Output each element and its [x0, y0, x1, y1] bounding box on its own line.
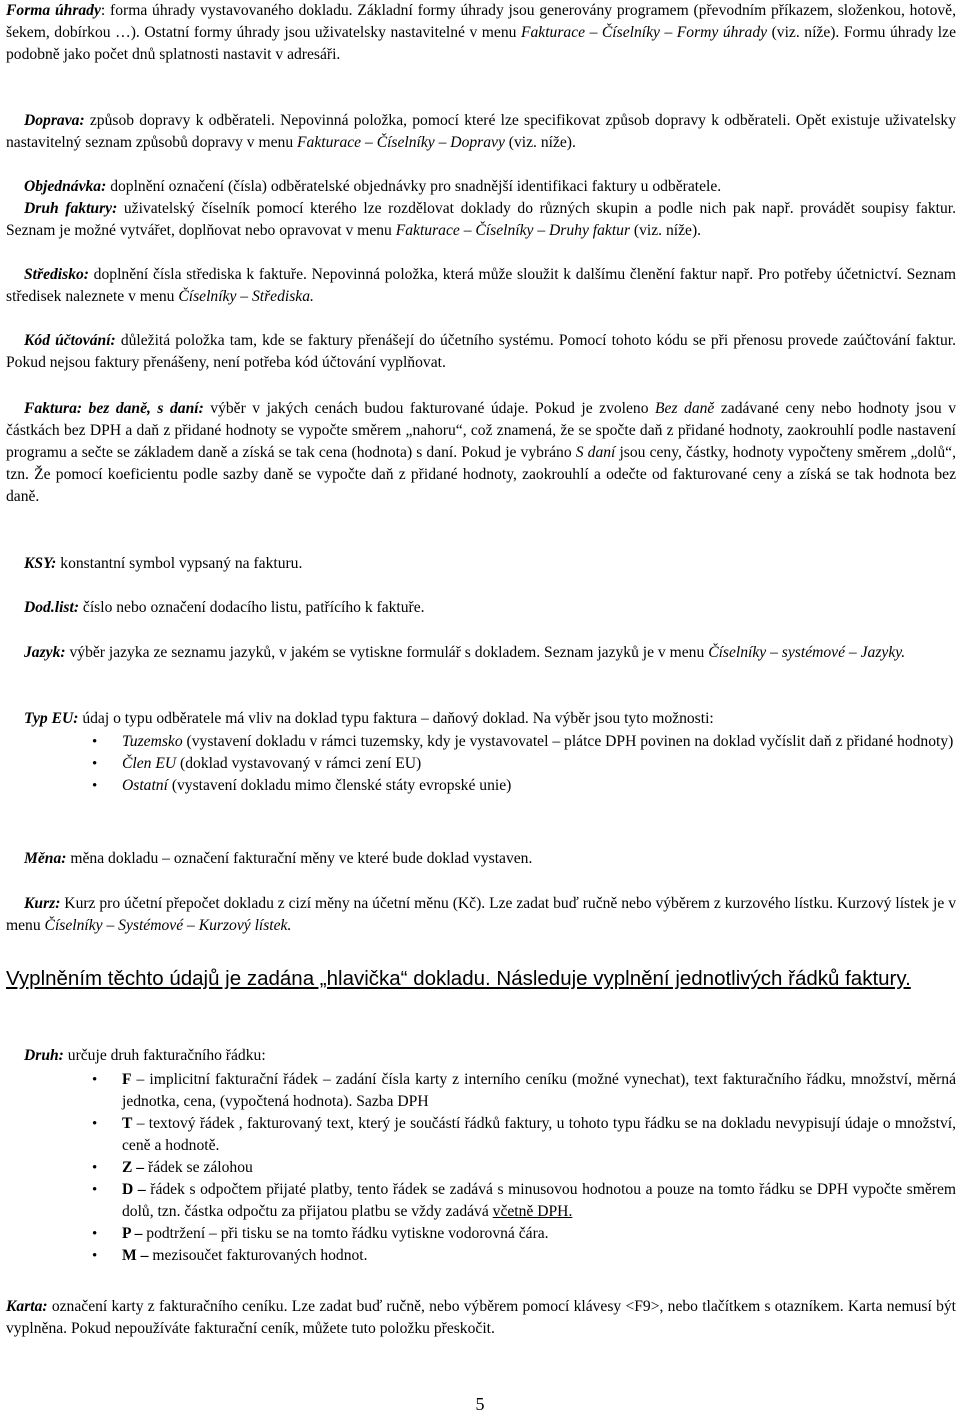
menu-path: Fakturace – Číselníky – Druhy faktur: [395, 222, 631, 239]
bullet-icon: •: [92, 1116, 98, 1132]
list-item: [6, 1069, 956, 1113]
menu-path: Číselníky – Střediska.: [178, 288, 314, 305]
label-forma-uhrady: Forma úhrady: [6, 2, 101, 19]
text: podtržení – při tisku se na tomto řádku vytiskne vodorovná čára.: [142, 1225, 549, 1242]
text: způsob dopravy k odběrateli. Nepovinná položka, pomocí které lze specifikovat způsob dopravy k odběrateli. Opět existuje uživatelsky nastavitelný seznam způsobů dopravy v menu: [6, 112, 956, 151]
text: (doklad vystavovaný v rámci zení EU): [176, 755, 422, 772]
label-objednavka: Objednávka:: [24, 178, 107, 195]
option-name: Člen EU: [122, 755, 177, 772]
list-item: [6, 731, 956, 753]
label-faktura: Faktura: bez daně, s daní:: [24, 400, 204, 417]
paragraph-faktura: [6, 398, 956, 508]
text: výběr v jakých cenách budou fakturované údaje. Pokud je zvoleno: [203, 400, 656, 417]
list-item: [6, 775, 956, 797]
label-doprava: Doprava:: [24, 112, 85, 129]
page-number: 5: [475, 1394, 485, 1414]
label-stredisko: Středisko:: [24, 266, 89, 283]
section-heading: Vyplněním těchto údajů je zadána „hlavička“ dokladu. Následuje vyplnění jednotlivých řádků faktury.: [6, 967, 911, 990]
label-kod-uctovani: Kód účtování:: [24, 332, 116, 349]
bullet-icon: •: [92, 1226, 98, 1242]
list-item: [6, 1223, 956, 1245]
text: doplnění čísla střediska k faktuře. Nepovinná položka, která může sloužit k dalšímu členění faktur např. Pro potřeby účetnictví. Seznam středisek naleznete v menu: [6, 266, 956, 305]
menu-path: Číselníky – Systémové – Kurzový lístek.: [44, 917, 292, 934]
text: doplnění označení (čísla) odběratelské objednávky pro snadnější identifikaci faktury u odběratele.: [106, 178, 722, 195]
list-item: [6, 1179, 956, 1223]
bullet-icon: •: [92, 778, 98, 794]
option-name: Ostatní: [122, 777, 168, 794]
label-dodlist: Dod.list:: [24, 599, 80, 616]
paragraph-typ-eu: [6, 708, 956, 730]
underlined-text: včetně DPH.: [492, 1203, 573, 1220]
label-typ-eu: Typ EU:: [24, 710, 79, 727]
row-type-key: M –: [122, 1247, 149, 1264]
row-type-key: T: [122, 1115, 133, 1132]
list-item: [6, 1157, 956, 1179]
text: jsou ceny, částky, hodnoty vypočteny směrem „dolů“, tzn. Že pomocí koeficientu podle sazby daně se vypočte daň z přidané hodnoty, zaokrouhlí a odečte od fakturované ceny a získá se tak hodnota bez daně.: [6, 444, 956, 505]
paragraph-kod-uctovani: [6, 330, 956, 374]
text: Kurz pro účetní přepočet dokladu z cizí měny na účetní měnu (Kč). Lze zadat buď ručně nebo výběrem z kurzového lístku. Kurzový lístek je v menu: [6, 895, 956, 934]
menu-path: Fakturace – Číselníky – Formy úhrady: [520, 24, 768, 41]
paragraph-dodlist: [6, 597, 956, 619]
bullet-icon: •: [92, 734, 98, 750]
option-name: Tuzemsko: [122, 733, 183, 750]
text: (viz. níže). Formu úhrady lze podobně jako počet dnů splatnosti nastavit v adresáři.: [6, 24, 956, 63]
text: (viz. níže).: [630, 222, 702, 239]
text: mezisoučet fakturovaných hodnot.: [148, 1247, 368, 1264]
paragraph-kurz: [6, 893, 956, 937]
text: údaj o typu odběratele má vliv na doklad typu faktura – daňový doklad. Na výběr jsou tyto možnosti:: [78, 710, 714, 727]
text: měna dokladu – označení fakturační měny ve které bude doklad vystaven.: [66, 850, 533, 867]
text: konstantní symbol vypsaný na fakturu.: [56, 555, 303, 572]
option-s-dani: S daní: [575, 444, 616, 461]
row-type-key: P –: [122, 1225, 143, 1242]
text: výběr jazyka ze seznamu jazyků, v jakém se vytiskne formulář s dokladem. Seznam jazyků je v menu: [65, 644, 709, 661]
label-mena: Měna:: [24, 850, 67, 867]
text: číslo nebo označení dodacího listu, patřícího k faktuře.: [79, 599, 425, 616]
text: – textový řádek , fakturovaný text, který je součástí řádků faktury, u tohoto typu řádku se na dokladu nevypisují údaje o množství, ceně a hodnotě.: [122, 1115, 956, 1154]
row-type-key: F: [122, 1071, 132, 1088]
text: řádek s odpočtem přijaté platby, tento řádek se zadává s minusovou hodnotou a pouze na tomto řádku se DPH vypočte směrem dolů, tzn. částka odpočtu za přijatou platbu se vždy zadává: [122, 1181, 956, 1220]
menu-path: Fakturace – Číselníky – Dopravy: [297, 134, 505, 151]
text: (vystavení dokladu mimo členské státy evropské unie): [167, 777, 512, 794]
label-ksy: KSY:: [24, 555, 57, 572]
typ-eu-list: [6, 731, 956, 797]
bullet-icon: •: [92, 1182, 98, 1198]
label-karta: Karta:: [6, 1298, 48, 1315]
paragraph-druh: [6, 1045, 956, 1067]
text: důležitá položka tam, kde se faktury přenášejí do účetního systému. Pomocí tohoto kódu se při přenosu provede zaúčtování faktur. Pokud nejsou faktury přenášeny, není potřeba kód účtování vyplňovat.: [6, 332, 956, 371]
paragraph-objednavka: [6, 176, 956, 198]
row-type-key: D –: [122, 1181, 146, 1198]
text: (viz. níže).: [504, 134, 576, 151]
bullet-icon: •: [92, 1072, 98, 1088]
label-jazyk: Jazyk:: [24, 644, 66, 661]
bullet-icon: •: [92, 1160, 98, 1176]
text: – implicitní fakturační řádek – zadání čísla karty z interního ceníku (možné vynechat), text fakturačního řádku, množství, měrná jednotka, cena, (vypočtená hodnota). Sazba DPH: [122, 1071, 956, 1110]
label-druh-faktury: Druh faktury:: [24, 200, 118, 217]
text: zadávané ceny nebo hodnoty jsou v částkách bez DPH a daň z přidané hodnoty se vypočte směrem „nahoru“, což znamená, že se spočte daň z přidané hodnoty, zaokrouhlí podle nastavení programu a sečte se základem daně a získá se tak cena (hodnota) s daní. Pokud je vybráno: [6, 400, 957, 461]
menu-path: Číselníky – systémové – Jazyky.: [708, 644, 906, 661]
label-kurz: Kurz:: [24, 895, 61, 912]
bullet-icon: •: [92, 1248, 98, 1264]
text: určuje druh fakturačního řádku:: [63, 1047, 266, 1064]
paragraph-druh-faktury: [6, 198, 956, 242]
text: uživatelský číselník pomocí kterého lze rozdělovat doklady do různých skupin a podle nich pak např. provádět soupisy faktur. Seznam je možné vytvářet, doplňovat nebo opravovat v menu: [6, 200, 956, 239]
paragraph-jazyk: [6, 642, 956, 664]
text: : forma úhrady vystavovaného dokladu. Základní formy úhrady jsou generovány programem (převodním příkazem, složenkou, hotově, šekem, dobírkou …). Ostatní formy úhrady jsou uživatelsky nastavitelné v menu: [6, 2, 956, 41]
option-bez-dane: Bez daně: [655, 400, 715, 417]
list-item: [6, 1245, 956, 1267]
paragraph-forma-uhrady: [6, 0, 956, 66]
paragraph-ksy: [6, 553, 956, 575]
paragraph-stredisko: [6, 264, 956, 308]
paragraph-mena: [6, 848, 956, 870]
text: označení karty z fakturačního ceníku. Lze zadat buď ručně, nebo výběrem pomocí klávesy <F9>, nebo tlačítkem s otazníkem. Karta nemusí být vyplněna. Pokud nepoužíváte fakturační ceník, můžete tuto položku přeskočit.: [6, 1298, 956, 1337]
list-item: [6, 1113, 956, 1157]
text: řádek se zálohou: [144, 1159, 253, 1176]
bullet-icon: •: [92, 756, 98, 772]
paragraph-doprava: [6, 110, 956, 154]
text: (vystavení dokladu v rámci tuzemsky, kdy je vystavovatel – plátce DPH povinen na doklad vyčíslit daň z přidané hodnoty): [182, 733, 954, 750]
druh-list: [6, 1069, 956, 1267]
paragraph-karta: [6, 1296, 956, 1340]
label-druh: Druh:: [24, 1047, 64, 1064]
list-item: [6, 753, 956, 775]
row-type-key: Z –: [122, 1159, 145, 1176]
